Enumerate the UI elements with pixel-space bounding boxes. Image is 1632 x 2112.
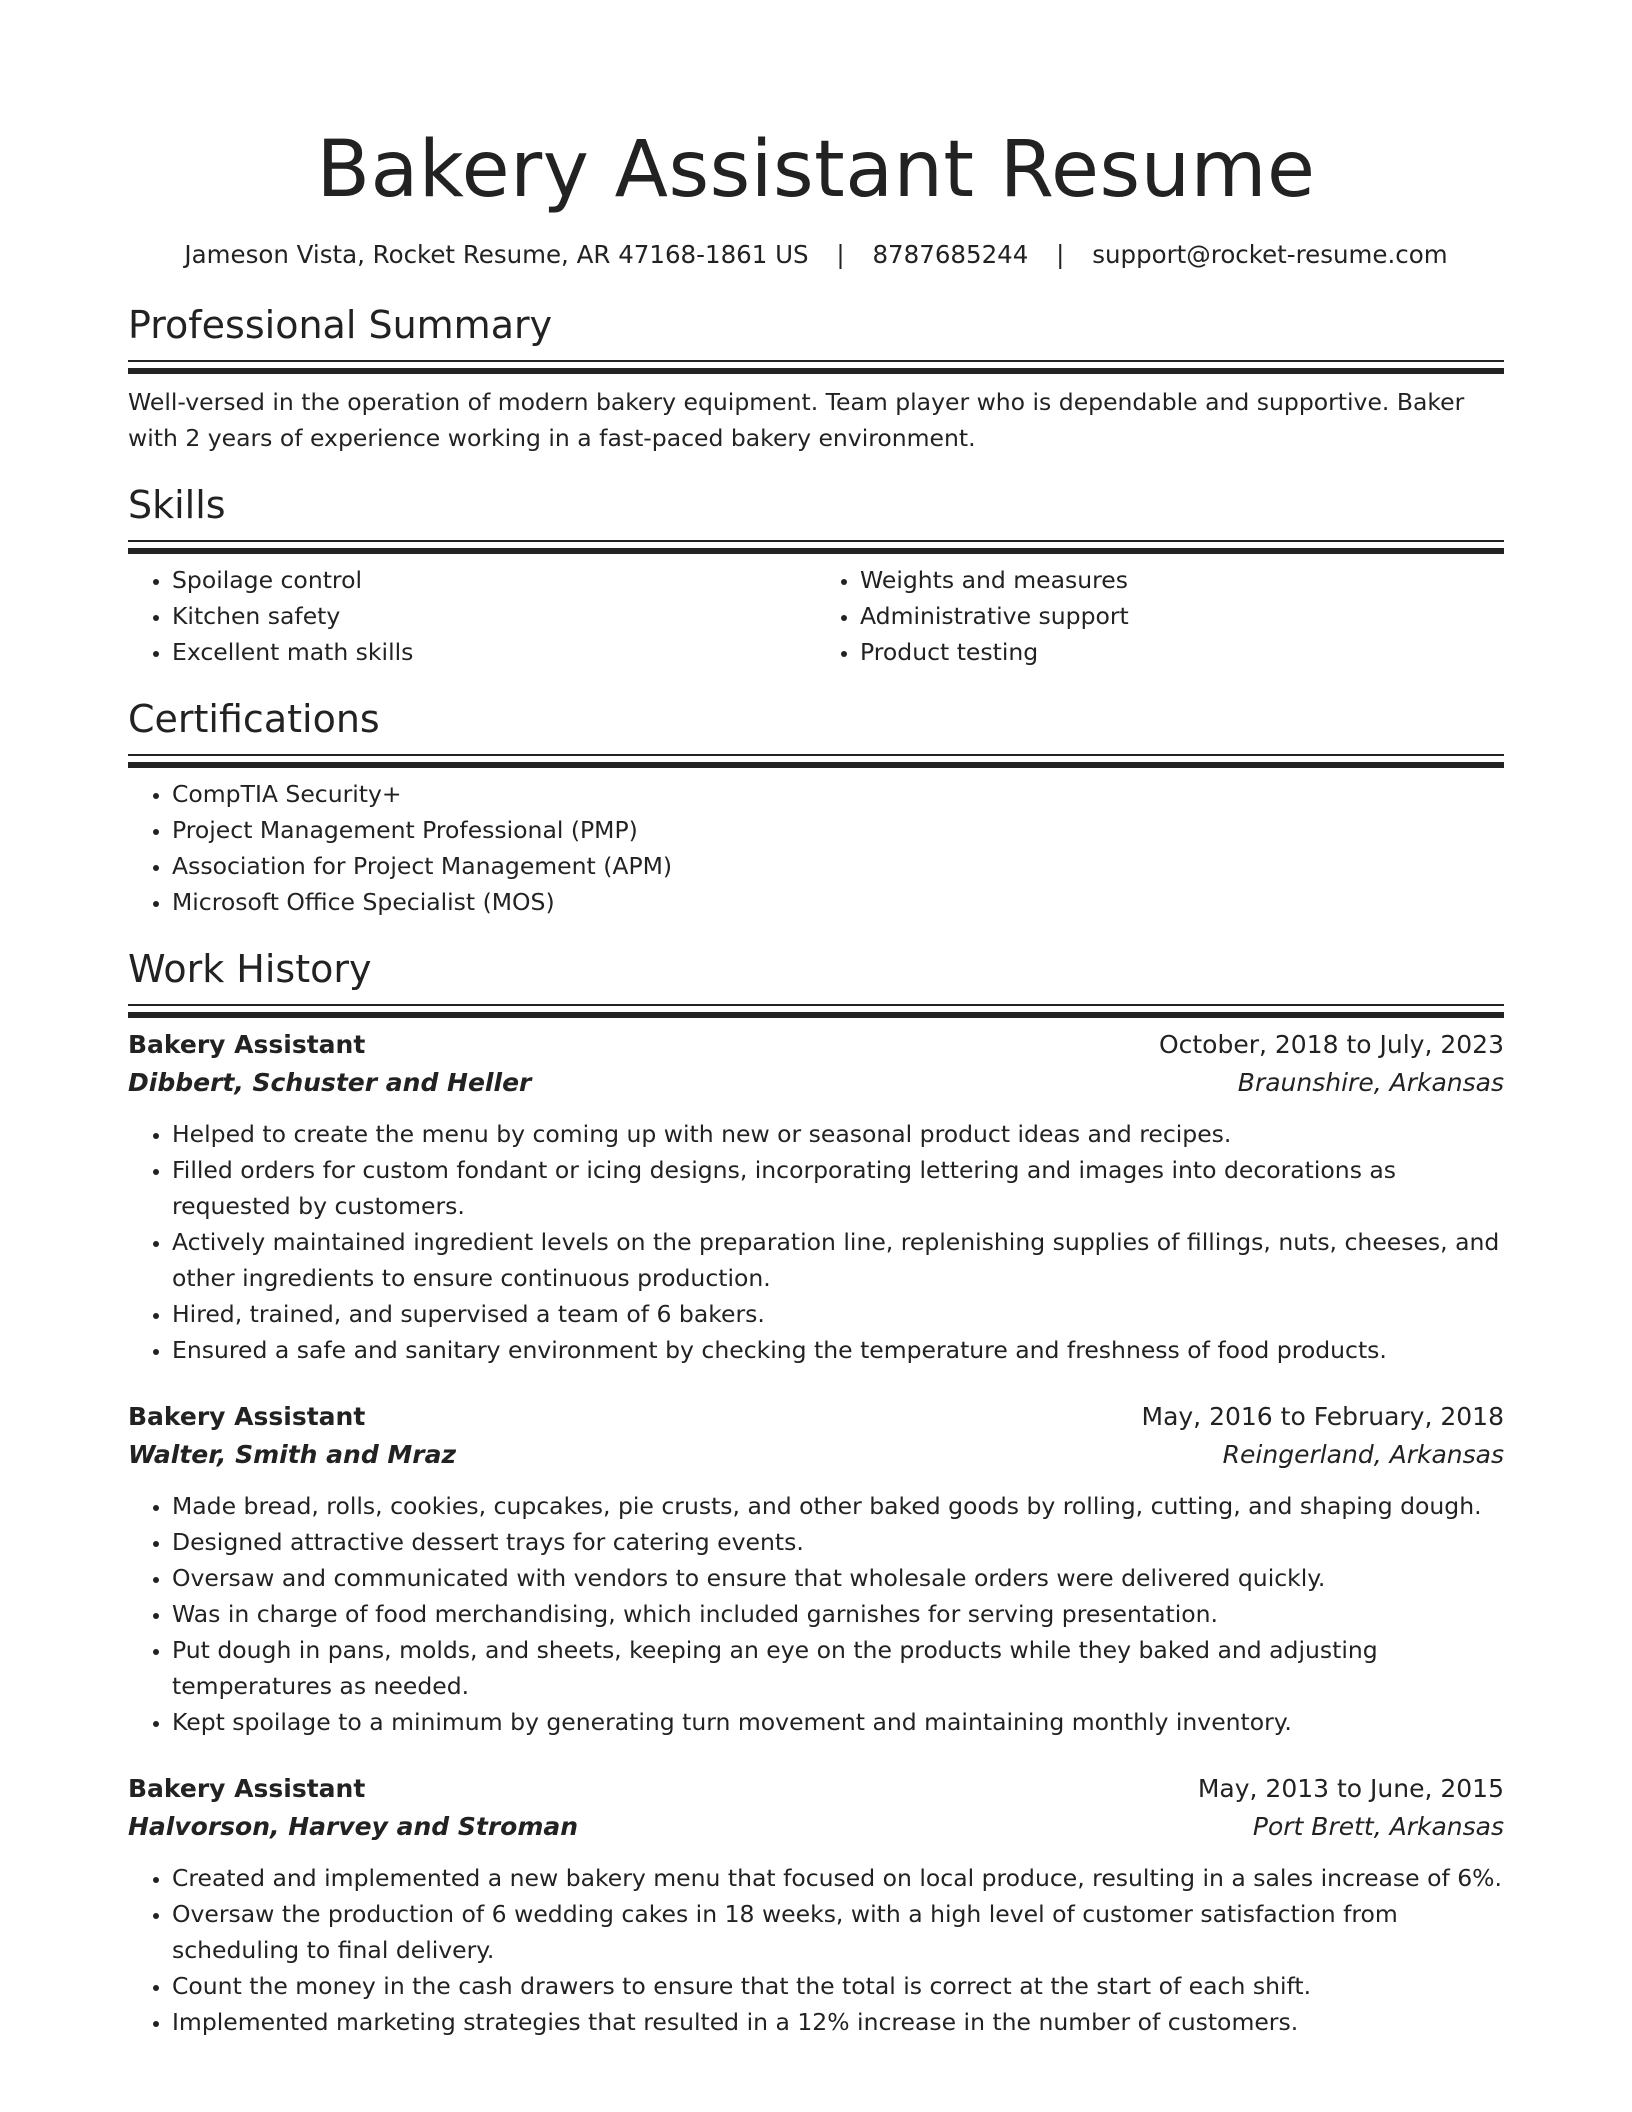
list-item: • Ensured a safe and sanitary environment by checking the temperature and freshness of food products. [172,1332,1504,1368]
list-item: • Count the money in the cash drawers to ensure that the total is correct at the start of each shift. [172,1968,1504,2004]
job-company: Walter, Smith and Mraz [128,1440,457,1469]
job-entry [128,1398,1504,1740]
list-item: • Created and implemented a new bakery menu that focused on local produce, resulting in a sales increase of 6%. [172,1860,1504,1896]
list-item: • Implemented marketing strategies that resulted in a 12% increase in the number of customers. [172,2004,1504,2040]
job-bullets [128,1116,1504,1368]
list-item: • Helped to create the menu by coming up with new or seasonal product ideas and recipes. [172,1116,1504,1152]
job-entry [128,1770,1504,2040]
work-history-section [128,946,1504,2040]
job-subheader [128,1064,1504,1102]
contact-phone: 8787685244 [872,240,1029,269]
contact-separator: | [1056,240,1065,269]
skills-columns [128,562,1504,670]
job-title: Bakery Assistant [128,1774,366,1803]
job-dates: October, 2018 to July, 2023 [1158,1030,1504,1059]
job-title: Bakery Assistant [128,1030,366,1059]
contact-address: Jameson Vista, Rocket Resume, AR 47168-1861 US [184,240,809,269]
job-location: Port Brett, Arkansas [1252,1812,1504,1841]
job-bullets [128,1488,1504,1740]
list-item: • Made bread, rolls, cookies, cupcakes, pie crusts, and other baked goods by rolling, cutting, and shaping dough. [172,1488,1504,1524]
list-item: • Project Management Professional (PMP) [172,812,1504,848]
job-subheader [128,1808,1504,1846]
list-item: • Hired, trained, and supervised a team of 6 bakers. [172,1296,1504,1332]
job-header [128,1026,1504,1064]
list-item: • Weights and measures [860,562,1504,598]
section-divider [128,540,1504,550]
skills-section [128,482,1504,670]
list-item: • Put dough in pans, molds, and sheets, keeping an eye on the products while they baked and adjusting temperatures as needed. [172,1632,1504,1704]
job-title: Bakery Assistant [128,1402,366,1431]
section-divider [128,754,1504,764]
list-item: • Spoilage control [172,562,816,598]
list-item: • Designed attractive dessert trays for catering events. [172,1524,1504,1560]
job-entry [128,1026,1504,1368]
certifications-heading: Certifications [128,697,380,741]
list-item: • CompTIA Security+ [172,776,1504,812]
job-dates: May, 2013 to June, 2015 [1197,1774,1504,1803]
page-title: Bakery Assistant Resume [316,125,1316,215]
contact-email: support@rocket-resume.com [1092,240,1448,269]
list-item: • Actively maintained ingredient levels on the preparation line, replenishing supplies of fillings, nuts, cheeses, and other ingredients to ensure continuous production. [172,1224,1504,1296]
summary-heading: Professional Summary [128,303,553,347]
skills-heading: Skills [128,483,226,527]
job-header [128,1398,1504,1436]
skills-list-right [816,562,1504,670]
list-item: • Was in charge of food merchandising, which included garnishes for serving presentation. [172,1596,1504,1632]
job-location: Braunshire, Arkansas [1237,1068,1504,1097]
summary-text: Well-versed in the operation of modern bakery equipment. Team player who is dependable and supportive. Baker with 2 years of experience working in a fast-paced bakery environment. [128,388,1465,452]
certifications-section [128,696,1504,920]
list-item: • Kitchen safety [172,598,816,634]
contact-line [128,238,1504,272]
list-item: • Excellent math skills [172,634,816,670]
list-item: • Administrative support [860,598,1504,634]
list-item: • Association for Project Management (APM) [172,848,1504,884]
job-company: Dibbert, Schuster and Heller [128,1068,532,1097]
list-item: • Oversaw the production of 6 wedding cakes in 18 weeks, with a high level of customer satisfaction from scheduling to final delivery. [172,1896,1504,1968]
job-dates: May, 2016 to February, 2018 [1141,1402,1504,1431]
work-history-heading: Work History [128,947,372,991]
job-header [128,1770,1504,1808]
job-company: Halvorson, Harvey and Stroman [128,1812,579,1841]
list-item: • Microsoft Office Specialist (MOS) [172,884,1504,920]
section-divider [128,1004,1504,1014]
job-location: Reingerland, Arkansas [1222,1440,1504,1469]
job-subheader [128,1436,1504,1474]
section-divider [128,360,1504,370]
list-item: • Oversaw and communicated with vendors to ensure that wholesale orders were delivered quickly. [172,1560,1504,1596]
list-item: • Filled orders for custom fondant or icing designs, incorporating lettering and images into decorations as requested by customers. [172,1152,1504,1224]
job-bullets [128,1860,1504,2040]
list-item: • Product testing [860,634,1504,670]
certifications-list [128,776,1504,920]
contact-separator: | [836,240,845,269]
summary-section [128,302,1504,456]
list-item: • Kept spoilage to a minimum by generating turn movement and maintaining monthly inventory. [172,1704,1504,1740]
resume-page [128,0,1504,2040]
skills-list-left [128,562,816,670]
